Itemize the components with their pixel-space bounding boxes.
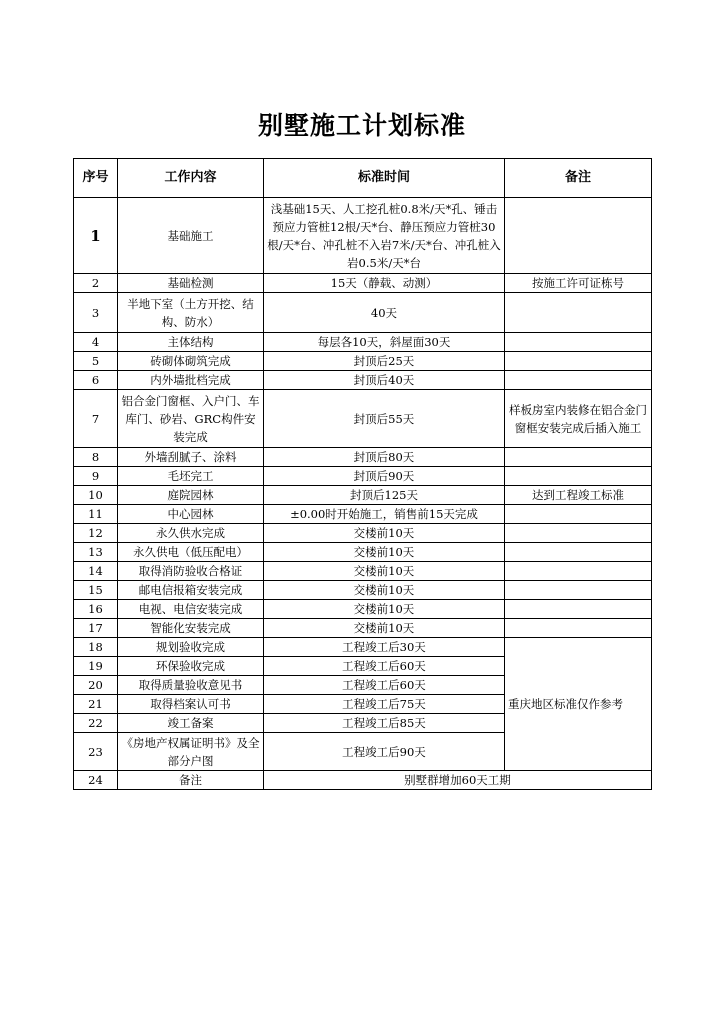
- row-no: 13: [74, 543, 118, 562]
- table-row: [74, 198, 652, 274]
- row-note: [505, 562, 652, 581]
- table-header-row: [74, 159, 652, 198]
- row-note: [505, 543, 652, 562]
- row-note: [505, 198, 652, 274]
- table-row: [74, 600, 652, 619]
- row-no: 7: [74, 390, 118, 448]
- row-no: 6: [74, 371, 118, 390]
- row-no: 9: [74, 467, 118, 486]
- table-row: [74, 467, 652, 486]
- row-time: 工程竣工后90天: [264, 733, 505, 771]
- table-row: [74, 274, 652, 293]
- row-time: 封顶后40天: [264, 371, 505, 390]
- table-row: [74, 562, 652, 581]
- row-time: 工程竣工后30天: [264, 638, 505, 657]
- row-work: 《房地产权属证明书》及全部分户图: [118, 733, 264, 771]
- table-row: [74, 505, 652, 524]
- row-no: 22: [74, 714, 118, 733]
- row-work: 中心园林: [118, 505, 264, 524]
- row-work: 外墙刮腻子、涂料: [118, 448, 264, 467]
- table-row: [74, 581, 652, 600]
- row-time: 封顶后80天: [264, 448, 505, 467]
- row-time: 封顶后25天: [264, 352, 505, 371]
- row-note: 达到工程竣工标准: [505, 486, 652, 505]
- page-title: 别墅施工计划标准: [257, 111, 466, 140]
- construction-plan-table: [73, 158, 652, 790]
- row-time: 交楼前10天: [264, 562, 505, 581]
- row-note: [505, 352, 652, 371]
- row-note: 样板房室内装修在铝合金门窗框安装完成后插入施工: [505, 390, 652, 448]
- row-work: 电视、电信安装完成: [118, 600, 264, 619]
- row-no: 1: [74, 198, 118, 274]
- row-work: 永久供电（低压配电）: [118, 543, 264, 562]
- row-note: [505, 371, 652, 390]
- row-note: [505, 467, 652, 486]
- row-work: 庭院园林: [118, 486, 264, 505]
- row-no: 15: [74, 581, 118, 600]
- table-row: [74, 638, 652, 657]
- row-time: 工程竣工后60天: [264, 676, 505, 695]
- table-row: [74, 448, 652, 467]
- row-no: 24: [74, 771, 118, 790]
- row-note: [505, 581, 652, 600]
- row-note: 按施工许可证栋号: [505, 274, 652, 293]
- row-time: 浅基础15天、人工挖孔桩0.8米/天*孔、锤击预应力管桩12根/天*台、静压预应力管桩30根/天*台、冲孔桩不入岩7米/天*台、冲孔桩入岩0.5米/天*台: [264, 198, 505, 274]
- row-no: 23: [74, 733, 118, 771]
- row-work: 环保验收完成: [118, 657, 264, 676]
- row-time: 交楼前10天: [264, 600, 505, 619]
- row-no: 17: [74, 619, 118, 638]
- row-no: 4: [74, 333, 118, 352]
- row-time: 别墅群增加60天工期: [264, 771, 652, 790]
- row-work: 毛坯完工: [118, 467, 264, 486]
- row-no: 11: [74, 505, 118, 524]
- row-time: 每层各10天，斜屋面30天: [264, 333, 505, 352]
- row-time: ±0.00时开始施工，销售前15天完成: [264, 505, 505, 524]
- row-no: 2: [74, 274, 118, 293]
- row-no: 18: [74, 638, 118, 657]
- row-note: [505, 293, 652, 333]
- table-row: [74, 486, 652, 505]
- row-work: 取得消防验收合格证: [118, 562, 264, 581]
- row-no: 3: [74, 293, 118, 333]
- row-time: 封顶后90天: [264, 467, 505, 486]
- table-row: [74, 371, 652, 390]
- row-time: 工程竣工后60天: [264, 657, 505, 676]
- table-row: [74, 771, 652, 790]
- row-no: 19: [74, 657, 118, 676]
- table-row: [74, 293, 652, 333]
- row-time: 工程竣工后75天: [264, 695, 505, 714]
- row-note: [505, 505, 652, 524]
- row-work: 竣工备案: [118, 714, 264, 733]
- header-no: 序号: [74, 159, 118, 198]
- table-row: [74, 543, 652, 562]
- row-note: [505, 619, 652, 638]
- row-no: 20: [74, 676, 118, 695]
- row-work: 取得档案认可书: [118, 695, 264, 714]
- table-row: [74, 352, 652, 371]
- row-work: 内外墙批档完成: [118, 371, 264, 390]
- row-note: [505, 448, 652, 467]
- row-no: 10: [74, 486, 118, 505]
- table-row: [74, 524, 652, 543]
- row-time: 封顶后55天: [264, 390, 505, 448]
- row-work: 铝合金门窗框、入户门、车库门、砂岩、GRC构件安装完成: [118, 390, 264, 448]
- row-work: 规划验收完成: [118, 638, 264, 657]
- row-work: 备注: [118, 771, 264, 790]
- row-time: 15天（静载、动测）: [264, 274, 505, 293]
- row-work: 邮电信报箱安装完成: [118, 581, 264, 600]
- row-work: 智能化安装完成: [118, 619, 264, 638]
- row-note: [505, 333, 652, 352]
- row-no: 8: [74, 448, 118, 467]
- row-work: 基础检测: [118, 274, 264, 293]
- row-time: 工程竣工后85天: [264, 714, 505, 733]
- row-no: 12: [74, 524, 118, 543]
- row-work: 永久供水完成: [118, 524, 264, 543]
- table-row: [74, 619, 652, 638]
- row-note: [505, 524, 652, 543]
- row-time: 交楼前10天: [264, 581, 505, 600]
- row-no: 21: [74, 695, 118, 714]
- table-row: [74, 333, 652, 352]
- row-note: [505, 600, 652, 619]
- row-no: 5: [74, 352, 118, 371]
- header-work: 工作内容: [118, 159, 264, 198]
- row-work: 基础施工: [118, 198, 264, 274]
- header-note: 备注: [505, 159, 652, 198]
- table-row: [74, 390, 652, 448]
- row-time: 交楼前10天: [264, 524, 505, 543]
- row-work: 半地下室（土方开挖、结构、防水）: [118, 293, 264, 333]
- row-time: 交楼前10天: [264, 543, 505, 562]
- row-no: 16: [74, 600, 118, 619]
- row-time: 封顶后125天: [264, 486, 505, 505]
- row-time: 40天: [264, 293, 505, 333]
- header-time: 标准时间: [264, 159, 505, 198]
- row-work: 取得质量验收意见书: [118, 676, 264, 695]
- row-no: 14: [74, 562, 118, 581]
- row-work: 主体结构: [118, 333, 264, 352]
- row-time: 交楼前10天: [264, 619, 505, 638]
- merged-note-cell: 重庆地区标准仅作参考: [505, 638, 652, 771]
- row-work: 砖砌体砌筑完成: [118, 352, 264, 371]
